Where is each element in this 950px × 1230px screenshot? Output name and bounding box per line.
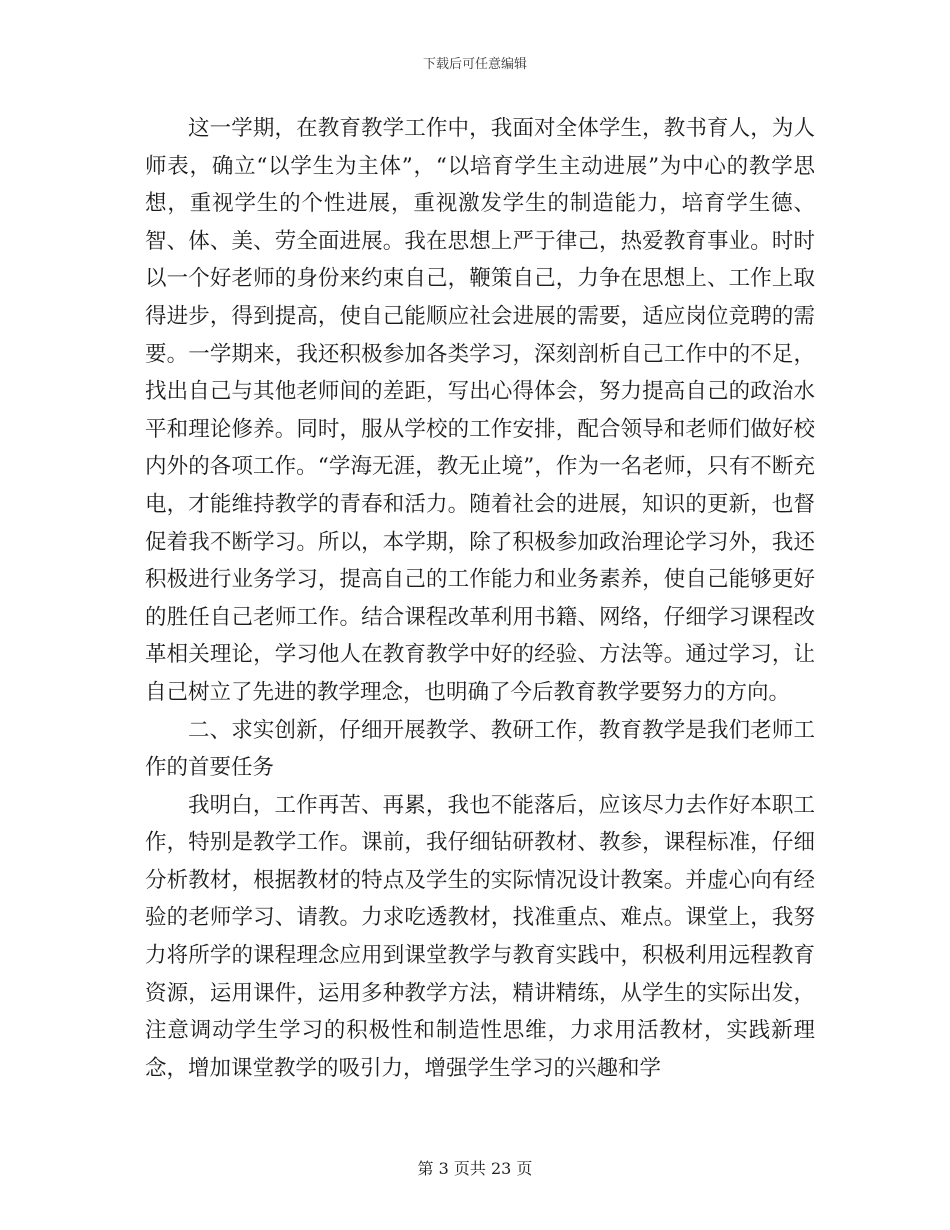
- document-body: [145, 110, 815, 1087]
- paragraph-teaching: 我明白，工作再苦、再累，我也不能落后，应该尽力去作好本职工作，特别是教学工作。课前，我仔细钻研教材、教参，课程标准，仔细分析教材，根据教材的特点及学生的实际情况设计教案。并虚心向有经验的老师学习、请教。力求吃透教材，找准重点、难点。课堂上，我努力将所学的课程理念应用到课堂教学与教育实践中，积极利用远程教育资源，运用课件，运用多种教学方法，精讲精练，从学生的实际出发，注意调动学生学习的积极性和制造性思维，力求用活教材，实践新理念，增加课堂教学的吸引力，增强学生学习的兴趣和学: [145, 792, 815, 1081]
- page-number: 第 3 页共 23 页: [417, 1159, 533, 1178]
- paragraph-section-heading: 二、求实创新，仔细开展教学、教研工作，教育教学是我们老师工作的首要任务: [145, 717, 815, 781]
- paragraph-study: 这一学期，在教育教学工作中，我面对全体学生，教书育人，为人师表，确立“以学生为主体”，“以培育学生主动进展”为中心的教学思想，重视学生的个性进展，重视激发学生的制造能力，培育学生德、智、体、美、劳全面进展。我在思想上严于律己，热爱教育事业。时时以一个好老师的身份来约束自己，鞭策自己，力争在思想上、工作上取得进步，得到提高，使自己能顺应社会进展的需要，适应岗位竞聘的需要。一学期来，我还积极参加各类学习，深刻剖析自己工作中的不足，找出自己与其他老师间的差距，写出心得体会，努力提高自己的政治水平和理论修养。同时，服从学校的工作安排，配合领导和老师们做好校内外的各项工作。“学海无涯，教无止境”，作为一名老师，只有不断充电，才能维持教学的青春和活力。随着社会的进展，知识的更新，也督促着我不断学习。所以，本学期，除了积极参加政治理论学习外，我还积极进行业务学习，提高自己的工作能力和业务素养，使自己能够更好的胜任自己老师工作。结合课程改革利用书籍、网络，仔细学习课程改革相关理论，学习他人在教育教学中好的经验、方法等。通过学习，让自己树立了先进的教学理念，也明确了今后教育教学要努力的方向。: [145, 116, 815, 705]
- header-note: 下载后可任意编辑: [422, 57, 527, 72]
